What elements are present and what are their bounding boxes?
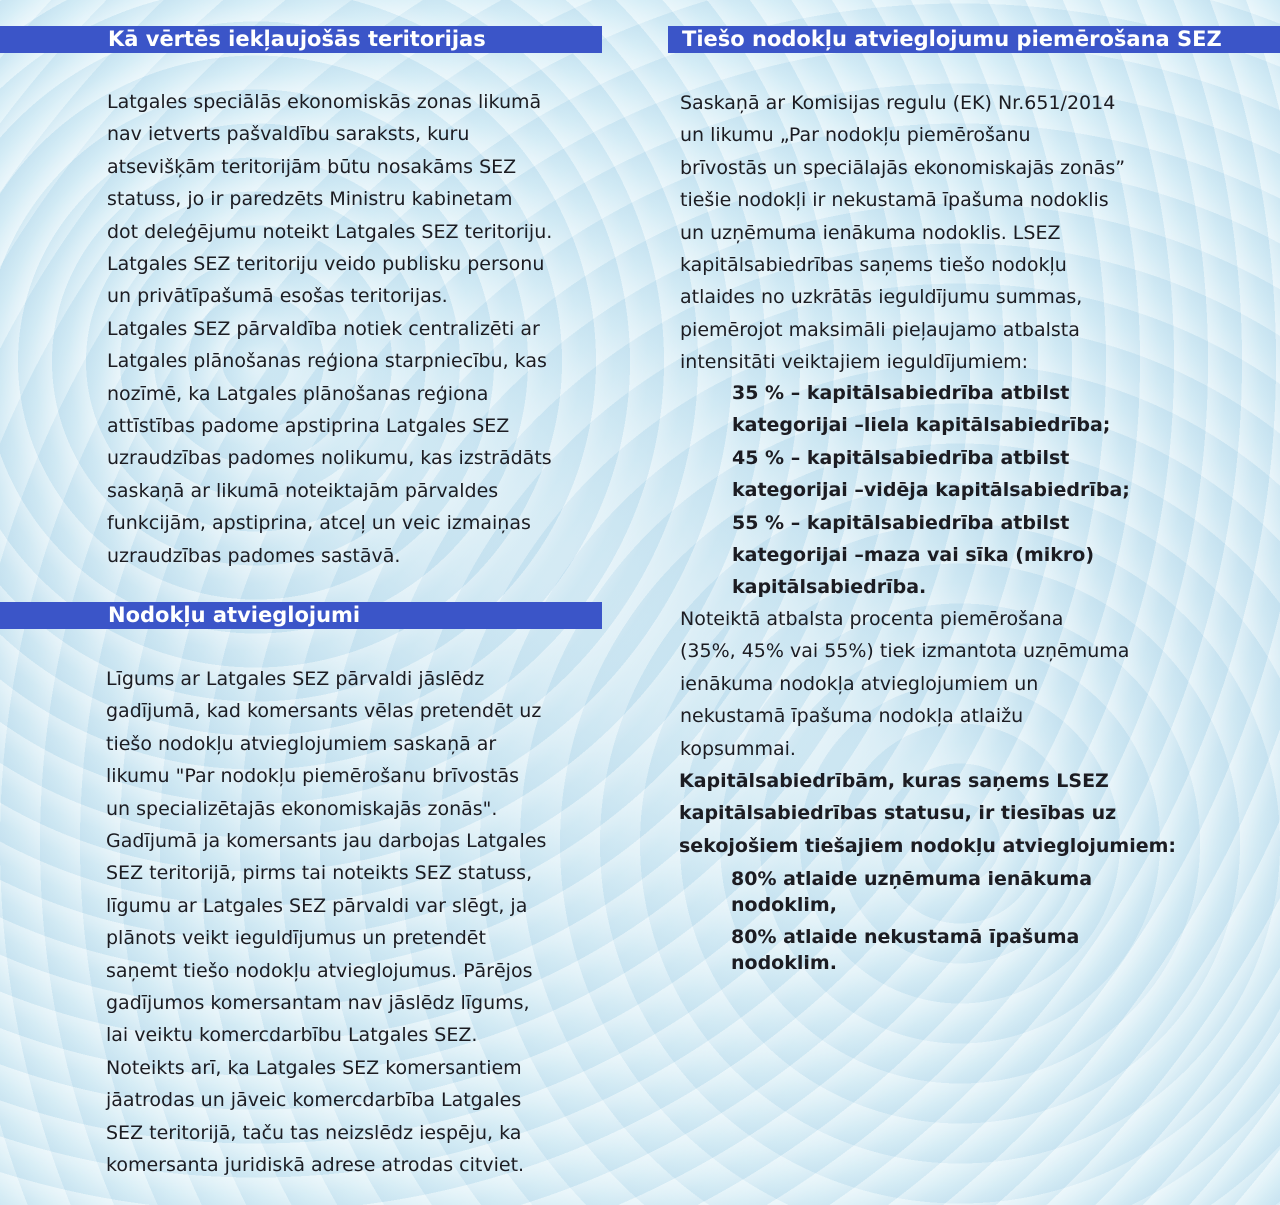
- text-line: Kapitālsabiedrībām, kuras saņems LSEZ: [679, 770, 1109, 792]
- text-line: intensitāti veiktajiem ieguldījumiem:: [680, 351, 1029, 374]
- text-line: attīstības padome apstiprina Latgales SEZ: [107, 415, 510, 438]
- text-line: Latgales plānošanas reģiona starpniecību, kas: [107, 350, 547, 373]
- text-line: kopsummai.: [680, 737, 796, 760]
- text-line: 80% atlaide uzņēmuma ienākuma: [731, 868, 1093, 890]
- text-line: un privātīpašumā esošas teritorijas.: [107, 285, 448, 308]
- section-heading-tiešo-nodokļu-atvieglojumu: Tiešo nodokļu atvieglojumu piemērošana SEZ: [668, 26, 1280, 53]
- text-line: kategorijai –maza vai sīka (mikro): [732, 544, 1095, 567]
- text-line: nodoklim.: [731, 952, 837, 974]
- support-intensity-tiers: [732, 377, 1130, 604]
- text-line: atsevišķām teritorijām būtu nosakāms SEZ: [107, 155, 517, 178]
- text-line: 35 % – kapitālsabiedrība atbilst: [732, 382, 1070, 404]
- section-body-iekļaujošās-teritorijas: [107, 86, 552, 572]
- text-line: jāatrodas un jāveic komercdarbība Latgales: [106, 1089, 522, 1112]
- text-line: Noteiktā atbalsta procenta piemērošana: [680, 608, 1064, 630]
- text-line: un uzņēmuma ienākuma nodoklis. LSEZ: [680, 221, 1061, 244]
- text-line: kategorijai –liela kapitālsabiedrība;: [732, 414, 1111, 437]
- text-line: tiešie nodokļi ir nekustamā īpašuma nodoklis: [680, 189, 1109, 212]
- relief-real-estate-tax: [731, 924, 1079, 976]
- lsez-entitlement-paragraph: [679, 765, 1176, 862]
- relief-corporate-income-tax: [731, 866, 1092, 918]
- text-line: gadījumā, kad komersants vēlas pretendēt uz: [106, 700, 542, 723]
- text-line: likumu "Par nodokļu piemērošanu brīvostās: [106, 765, 519, 788]
- text-line: statuss, jo ir paredzēts Ministru kabinetam: [107, 188, 513, 211]
- text-line: Līgums ar Latgales SEZ pārvaldi jāslēdz: [106, 668, 485, 690]
- text-line: Latgales speciālās ekonomiskās zonas likumā: [107, 91, 542, 113]
- text-line: nav ietverts pašvaldību saraksts, kuru: [107, 123, 470, 146]
- section-heading-iekļaujošās-teritorijas: Kā vērtēs iekļaujošās teritorijas: [0, 26, 602, 53]
- text-line: piemērojot maksimāli pieļaujamo atbalsta: [680, 318, 1080, 341]
- text-line: SEZ teritorijā, pirms tai noteikts SEZ statuss,: [106, 862, 533, 885]
- text-line: 45 % – kapitālsabiedrība atbilst: [732, 446, 1070, 469]
- text-line: 80% atlaide nekustamā īpašuma: [731, 926, 1080, 948]
- text-line: nodoklim,: [731, 894, 837, 916]
- text-line: Noteikts arī, ka Latgales SEZ komersantiem: [106, 1056, 522, 1079]
- text-line: līgumu ar Latgales SEZ pārvaldi var slēgt, ja: [106, 894, 528, 917]
- text-line: tiešo nodokļu atvieglojumiem saskaņā ar: [106, 732, 497, 755]
- text-line: uzraudzības padomes sastāvā.: [107, 544, 401, 567]
- text-line: ienākuma nodokļa atvieglojumiem un: [680, 672, 1039, 695]
- intro-paragraph: [680, 87, 1125, 379]
- text-line: nekustamā īpašuma nodokļa atlaižu: [680, 705, 1024, 728]
- text-line: saskaņā ar likumā noteiktajām pārvaldes: [107, 479, 499, 502]
- text-line: sekojošiem tiešajiem nodokļu atvieglojumiem:: [679, 834, 1177, 857]
- text-line: SEZ teritorijā, taču tas neizslēdz iespēju, ka: [106, 1121, 522, 1144]
- text-line: nozīmē, ka Latgales plānošanas reģiona: [107, 382, 489, 405]
- text-line: kapitālsabiedrības saņems tiešo nodokļu: [680, 254, 1067, 277]
- section-body-nodokļu-atvieglojumi: [106, 663, 546, 1182]
- text-line: (35%, 45% vai 55%) tiek izmantota uzņēmuma: [680, 640, 1130, 663]
- text-line: lai veiktu komercdarbību Latgales SEZ.: [106, 1024, 478, 1047]
- text-line: Gadījumā ja komersants jau darbojas Latgales: [106, 830, 547, 853]
- text-line: kapitālsabiedrības statusu, ir tiesības uz: [679, 802, 1117, 825]
- text-line: gadījumos komersantam nav jāslēdz līgums,: [106, 992, 530, 1015]
- text-line: Latgales SEZ teritoriju veido publisku personu: [107, 253, 545, 276]
- text-line: atlaides no uzkrātās ieguldījumu summas,: [680, 286, 1083, 309]
- section-heading-nodokļu-atvieglojumi: Nodokļu atvieglojumi: [0, 602, 602, 629]
- text-line: 55 % – kapitālsabiedrība atbilst: [732, 511, 1070, 534]
- text-line: Latgales SEZ pārvaldība notiek centralizēti ar: [107, 317, 540, 340]
- text-line: Saskaņā ar Komisijas regulu (EK) Nr.651/2014: [680, 92, 1116, 114]
- text-line: uzraudzības padomes nolikumu, kas izstrādāts: [107, 447, 552, 470]
- text-line: kapitālsabiedrība.: [732, 576, 927, 599]
- text-line: komersanta juridiskā adrese atrodas citviet.: [106, 1154, 525, 1177]
- text-line: kategorijai –vidēja kapitālsabiedrība;: [732, 479, 1130, 502]
- text-line: brīvostās un speciālajās ekonomiskajās zonās”: [680, 156, 1126, 179]
- text-line: plānots veikt ieguldījumus un pretendēt: [106, 927, 486, 950]
- text-line: funkcijām, apstiprina, atceļ un veic izmaiņas: [107, 512, 531, 535]
- support-percentage-application: [680, 603, 1129, 765]
- text-line: dot deleģējumu noteikt Latgales SEZ teritoriju.: [107, 220, 553, 243]
- text-line: un specializētajās ekonomiskajās zonās".: [106, 797, 498, 820]
- text-line: saņemt tiešo nodokļu atvieglojumus. Pārējos: [106, 959, 533, 982]
- text-line: un likumu „Par nodokļu piemērošanu: [680, 124, 1031, 147]
